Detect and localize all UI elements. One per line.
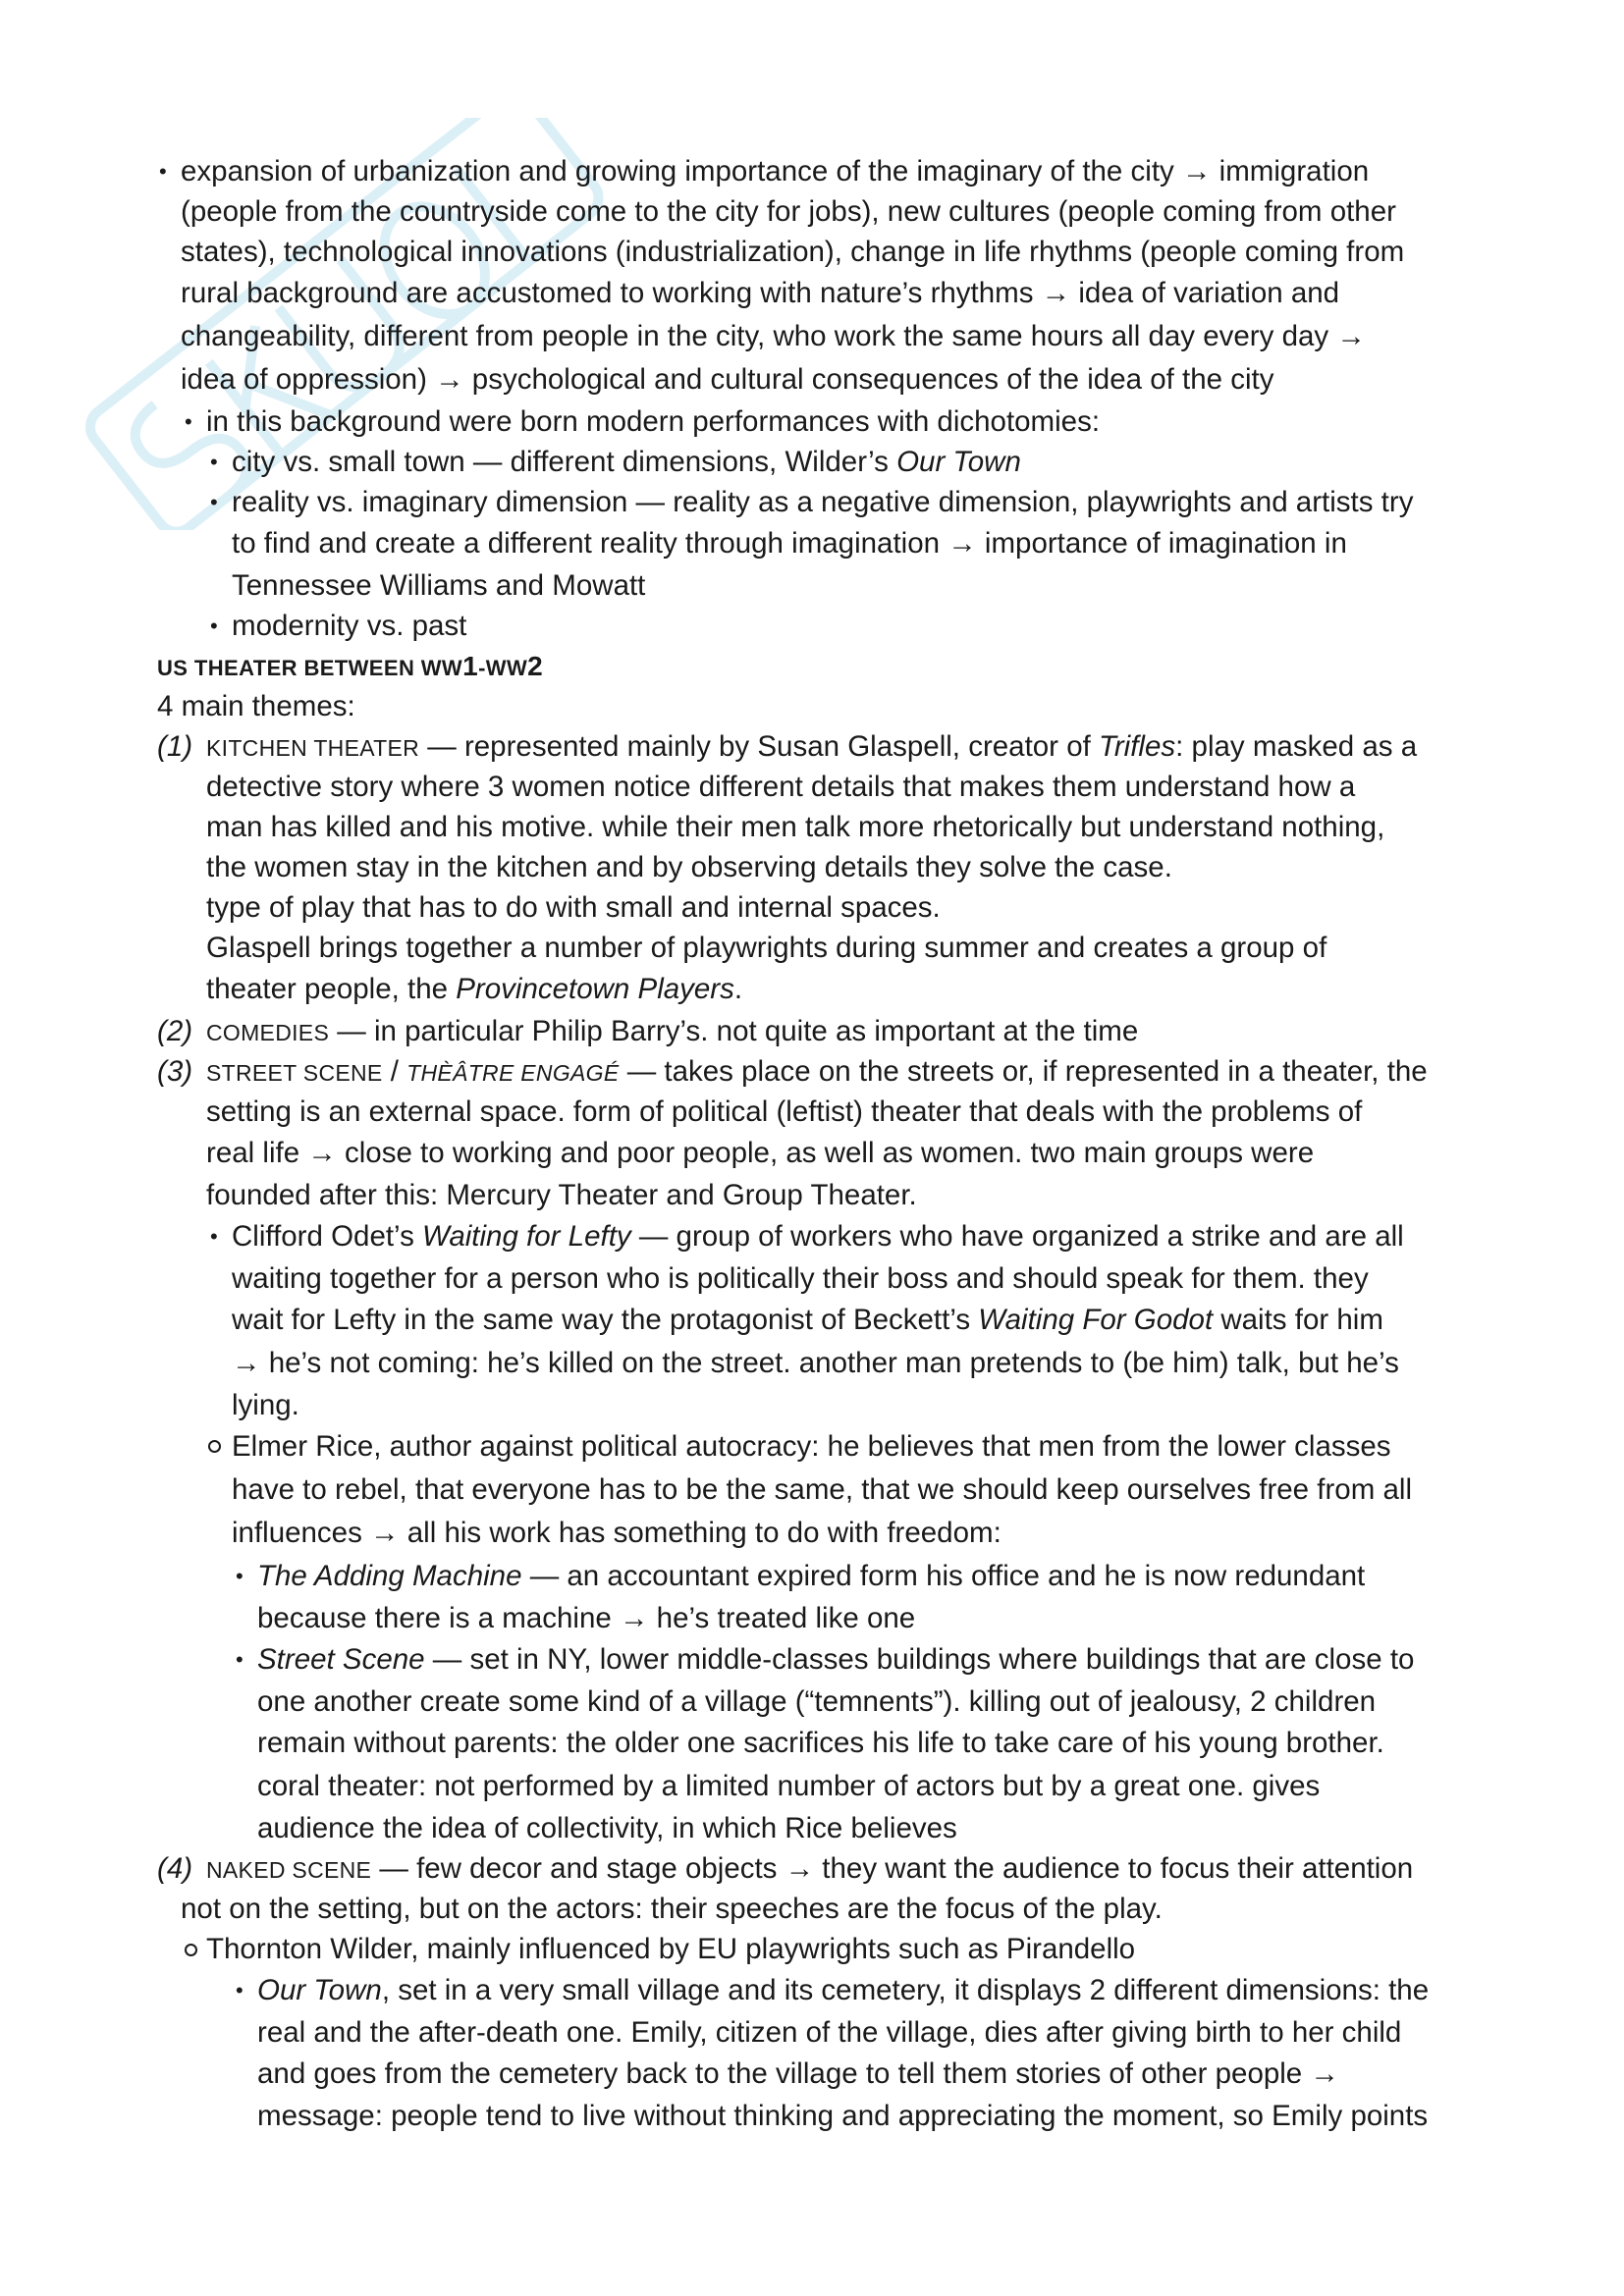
text-line: coral theater: not performed by a limited number of actors but by a great one. gives	[257, 1770, 1321, 1802]
text-line: real life → close to working and poor people, as well as women. two main groups were	[206, 1137, 1315, 1169]
item-number: (4)	[157, 1852, 193, 1885]
text-line: Glaspell brings together a number of playwrights during summer and creates a group of	[206, 932, 1327, 964]
bullet-dot-icon: •	[210, 1224, 218, 1249]
numbered-item: (1) KITCHEN THEATER — represented mainly by Susan Glaspell, creator of Trifles: play masked as a	[157, 726, 1492, 767]
text-line: man has killed and his motive. while their men talk more rhetorically but understand nothing,	[206, 811, 1385, 843]
list-item: • Clifford Odet’s Waiting for Lefty — group of workers who have organized a strike and are all	[157, 1215, 1492, 1258]
bullet-circle-icon	[208, 1440, 221, 1453]
text-line: audience the idea of collectivity, in which Rice believes	[257, 1812, 957, 1844]
item-number: (2)	[157, 1015, 193, 1047]
bullet-dot-icon: •	[210, 450, 218, 474]
list-item: • Our Town, set in a very small village and its cemetery, it displays 2 different dimensions: the	[157, 1969, 1492, 2012]
list-item: • city vs. small town — different dimensions, Wilder’s Our Town	[157, 442, 1492, 482]
list-item: • modernity vs. past	[157, 606, 1492, 646]
list-item: • The Adding Machine — an accountant expired form his office and he is now redundant	[157, 1555, 1492, 1598]
text-line: theater people, the Provincetown Players.	[206, 973, 743, 1005]
bullet-dot-icon: •	[236, 1978, 244, 2002]
text-line: real and the after-death one. Emily, citizen of the village, dies after giving birth to her child	[257, 2016, 1402, 2049]
text-line: to find and create a different reality through imagination → importance of imagination in	[232, 527, 1347, 560]
text-line: → he’s not coming: he’s killed on the street. another man pretends to (be him) talk, but he’s	[232, 1347, 1399, 1379]
text-line: message: people tend to live without thinking and appreciating the moment, so Emily points	[257, 2100, 1429, 2132]
list-item: Elmer Rice, author against political autocracy: he believes that men from the lower classes	[157, 1425, 1492, 1468]
text-line: rural background are accustomed to working with nature’s rhythms → idea of variation and	[181, 277, 1340, 309]
bullet-dot-icon: •	[210, 490, 218, 514]
bullet-circle-icon	[185, 1944, 197, 1956]
numbered-item: (4) NAKED SCENE — few decor and stage objects → they want the audience to focus their attention	[157, 1848, 1492, 1889]
text-line: waiting together for a person who is politically their boss and should speak for them. they	[232, 1262, 1369, 1295]
bullet-dot-icon: •	[185, 409, 192, 434]
text-line: remain without parents: the older one sacrifices his life to take care of his young brother.	[257, 1727, 1384, 1759]
text-line: idea of oppression) → psychological and cultural consequences of the idea of the city	[181, 363, 1274, 396]
text-line: (people from the countryside come to the city for jobs), new cultures (people coming from other	[181, 195, 1396, 228]
text-line: one another create some kind of a village (“temnents”). killing out of jealousy, 2 children	[257, 1685, 1377, 1718]
bullet-dot-icon: •	[159, 159, 167, 184]
text-line: have to rebel, that everyone has to be the same, that we should keep ourselves free from all	[232, 1473, 1412, 1506]
text-line: Tennessee Williams and Mowatt	[232, 569, 646, 602]
text-line: wait for Lefty in the same way the protagonist of Beckett’s Waiting For Godot waits for him	[232, 1304, 1383, 1336]
text-line: not on the setting, but on the actors: their speeches are the focus of the play.	[181, 1893, 1163, 1925]
text-line: influences → all his work has something to do with freedom:	[232, 1517, 1001, 1549]
text-line: states), technological innovations (industrialization), change in life rhythms (people coming from	[181, 236, 1405, 268]
list-item: • Street Scene — set in NY, lower middle-classes buildings where buildings that are close to	[157, 1638, 1492, 1682]
text-line: setting is an external space. form of political (leftist) theater that deals with the problems of	[206, 1095, 1363, 1128]
text-line: detective story where 3 women notice different details that makes them understand how a	[206, 771, 1356, 803]
list-item: Thornton Wilder, mainly influenced by EU playwrights such as Pirandello	[157, 1929, 1492, 1969]
list-item: • in this background were born modern performances with dichotomies:	[157, 401, 1492, 442]
list-item: • expansion of urbanization and growing importance of the imaginary of the city → immigration	[157, 151, 1492, 191]
text-line: the women stay in the kitchen and by observing details they solve the case.	[206, 851, 1172, 883]
numbered-item: (2) COMEDIES — in particular Philip Barry’s. not quite as important at the time	[157, 1011, 1492, 1051]
list-item: • reality vs. imaginary dimension — reality as a negative dimension, playwrights and artists try	[157, 482, 1492, 522]
text-line: 4 main themes:	[157, 690, 355, 722]
text-line: founded after this: Mercury Theater and Group Theater.	[206, 1179, 917, 1211]
numbered-item: (3) STREET SCENE / THÈÂTRE ENGAGÉ — takes place on the streets or, if represented in a theater, the	[157, 1051, 1492, 1092]
section-heading: US THEATER BETWEEN WW1-WW2	[157, 651, 544, 681]
bullet-dot-icon: •	[210, 614, 218, 638]
notes-body	[157, 151, 1492, 2136]
bullet-dot-icon: •	[236, 1564, 244, 1588]
text-line: changeability, different from people in the city, who work the same hours all day every day →	[181, 320, 1366, 352]
text-line: type of play that has to do with small and internal spaces.	[206, 891, 941, 924]
text-line: lying.	[232, 1389, 299, 1421]
text-line: and goes from the cemetery back to the village to tell them stories of other people →	[257, 2057, 1339, 2090]
item-number: (3)	[157, 1055, 193, 1088]
bullet-dot-icon: •	[236, 1647, 244, 1672]
text-line: because there is a machine → he’s treated like one	[257, 1602, 916, 1634]
item-number: (1)	[157, 730, 193, 763]
